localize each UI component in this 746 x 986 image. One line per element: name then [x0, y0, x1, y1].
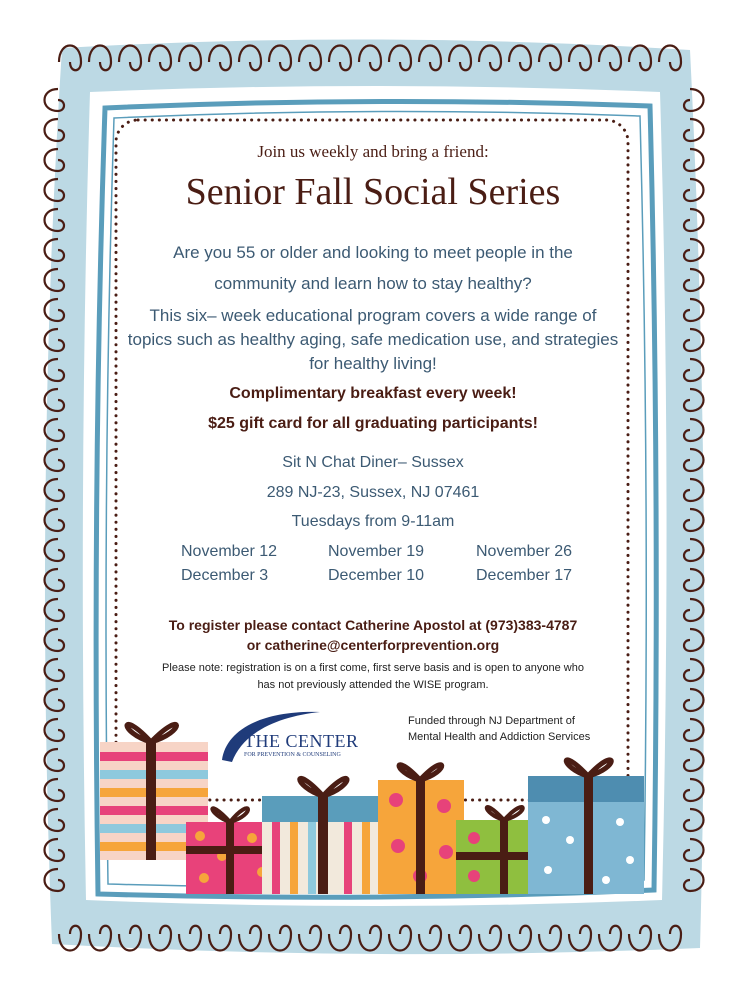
funding-line-1: Funded through NJ Department of [408, 715, 575, 727]
date-nov-26: November 26 [476, 543, 573, 560]
intro-line-1: Are you 55 or older and looking to meet people in the [173, 243, 573, 262]
register-email[interactable]: or catherine@centerforprevention.org [246, 637, 500, 653]
tagline: Join us weekly and bring a friend: [257, 142, 489, 161]
note-line-2: has not previously attended the WISE program. [257, 679, 489, 691]
desc-line-2: topics such as healthy aging, safe medication use, and strategies [127, 330, 619, 349]
schedule: Tuesdays from 9-11am [291, 513, 455, 530]
funding-line-2: Mental Health and Addiction Services [408, 731, 591, 743]
note-line-1: Please note: registration is on a first come, first serve basis and is open to anyone who [162, 662, 584, 674]
perk-gift-card: $25 gift card for all graduating participants! [208, 415, 538, 432]
date-nov-19: November 19 [328, 543, 425, 560]
register-line-1: To register please contact Catherine Apostol at (973)383-4787 [168, 617, 578, 633]
logo-subtitle: FOR PREVENTION & COUNSELING [244, 752, 341, 758]
venue: Sit N Chat Diner– Sussex [282, 454, 464, 471]
page-title: Senior Fall Social Series [185, 171, 561, 213]
gift-blue-right [528, 760, 644, 894]
address: 289 NJ-23, Sussex, NJ 07461 [266, 484, 480, 501]
date-nov-12: November 12 [181, 543, 278, 560]
date-dec-10: December 10 [328, 567, 425, 584]
funding-info [408, 713, 628, 745]
desc-line-1: This six– week educational program covers a wide range of [149, 306, 597, 325]
date-dec-17: December 17 [476, 567, 573, 584]
perk-breakfast: Complimentary breakfast every week! [229, 385, 517, 402]
logo-name: THE CENTER [244, 731, 359, 751]
gift-orange [378, 765, 464, 894]
date-dec-3: December 3 [181, 567, 269, 584]
center-logo [244, 731, 374, 758]
desc-line-3: for healthy living! [309, 354, 437, 373]
intro-line-2: community and learn how to stay healthy? [214, 274, 532, 293]
